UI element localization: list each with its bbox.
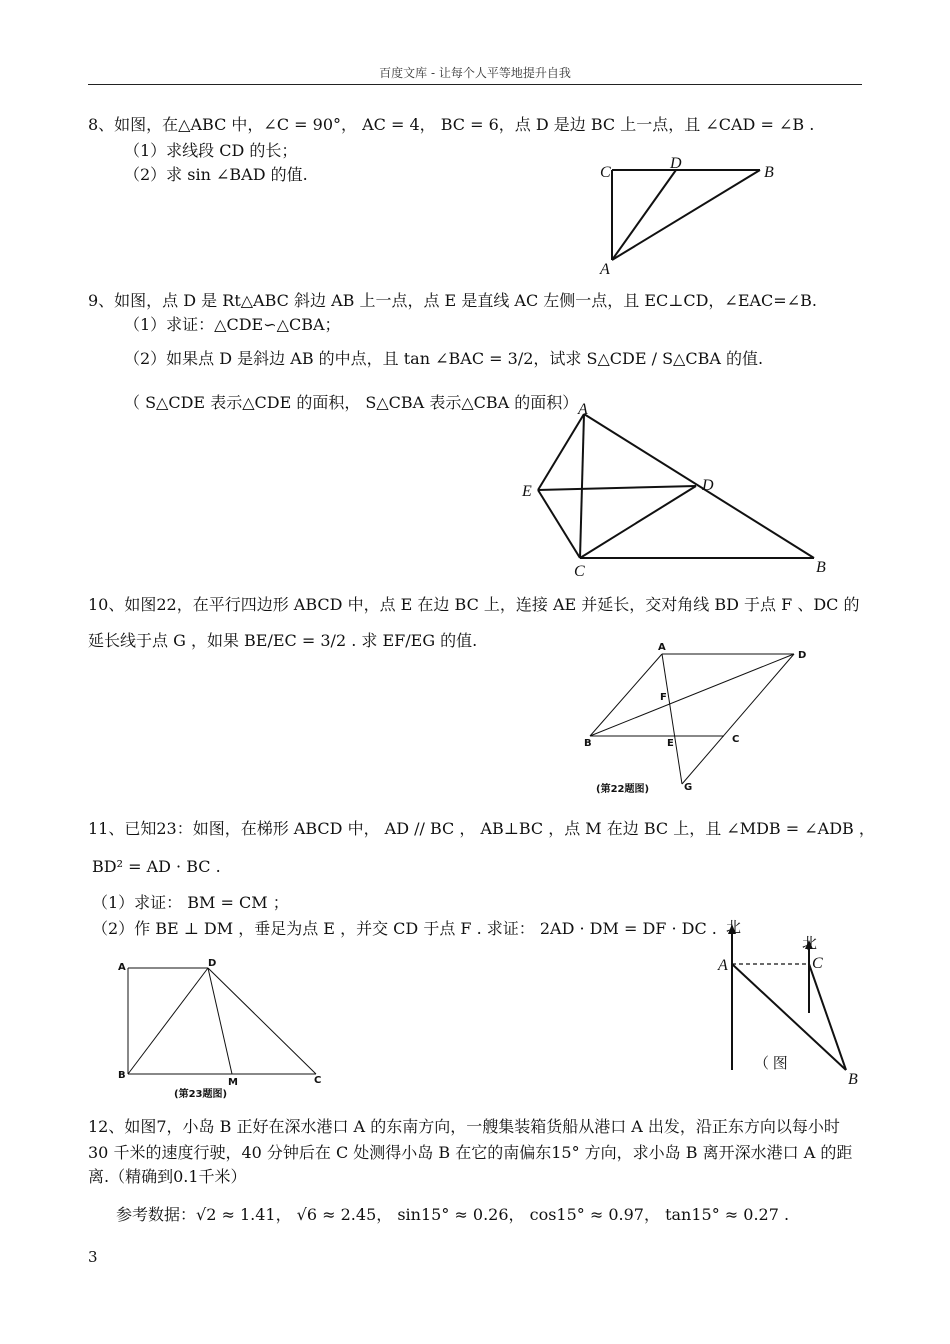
- q12-north-label-c: 北: [802, 936, 818, 952]
- q8-stem: 8、如图，在△ABC 中，∠C = 90°， AC = 4， BC = 6，点 D 是边 BC 上一点，且 ∠CAD = ∠B .: [88, 115, 815, 134]
- q10-label-a: A: [658, 642, 666, 653]
- q10-figure: [576, 638, 816, 798]
- q12-stem-3: 离.（精确到0.1千米）: [88, 1167, 247, 1186]
- q12-label-c: C: [812, 955, 823, 972]
- q11-figure: [112, 954, 332, 1104]
- header-rule: [88, 84, 862, 85]
- q9-label-c: C: [574, 563, 585, 580]
- q11-label-c: C: [314, 1075, 322, 1086]
- q11-stem: 11、已知23：如图，在梯形 ABCD 中， AD // BC ， AB⊥BC ，点 M 在边 BC 上，且 ∠MDB = ∠ADB ，: [88, 819, 875, 838]
- q8-label-d: D: [670, 155, 682, 172]
- q8-label-a: A: [600, 261, 610, 278]
- q12-figure-caption: （ 图: [754, 1056, 788, 1072]
- q10-stem: 10、如图22，在平行四边形 ABCD 中，点 E 在边 BC 上，连接 AE 并延长，交对角线 BD 于点 F 、DC 的: [88, 595, 860, 614]
- q11-caption: (第23题图): [174, 1089, 228, 1100]
- q12-stem: 12、如图7，小岛 B 正好在深水港口 A 的东南方向，一艘集装箱货船从港口 A 出发，沿正东方向以每小时: [88, 1117, 840, 1136]
- q9-part-2: （2）如果点 D 是斜边 AB 的中点，且 tan ∠BAC = 3/2，试求 S△CDE / S△CBA 的值.: [124, 349, 764, 368]
- q10-label-f: F: [660, 692, 667, 703]
- q12-north-label-a: 北: [726, 920, 742, 936]
- q10-label-d: D: [798, 650, 807, 661]
- q12-stem-2: 30 千米的速度行驶，40 分钟后在 C 处测得小岛 B 在它的南偏东15° 方向，求小岛 B 离开深水港口 A 的距: [88, 1143, 853, 1162]
- q11-label-b: B: [118, 1070, 126, 1081]
- q11-part-1: （1）求证： BM = CM ；: [92, 893, 289, 912]
- q8-label-b: B: [764, 164, 774, 181]
- q9-note: （ S△CDE 表示△CDE 的面积， S△CBA 表示△CBA 的面积）: [124, 393, 579, 412]
- q10-label-b: B: [584, 738, 592, 749]
- q9-label-d: D: [702, 477, 714, 494]
- q12-label-a: A: [718, 957, 728, 974]
- q9-label-e: E: [522, 483, 532, 500]
- q12-reference-data: 参考数据：√2 ≈ 1.41， √6 ≈ 2.45， sin15° ≈ 0.26， cos15° ≈ 0.97， tan15° ≈ 0.27 .: [116, 1205, 790, 1224]
- q12-figure: [708, 916, 878, 1092]
- q11-part-2: （2）作 BE ⊥ DM ，垂足为点 E ，并交 CD 于点 F . 求证： 2AD · DM = DF · DC .: [92, 919, 717, 938]
- q9-label-a: A: [578, 401, 588, 418]
- q8-figure: [590, 150, 790, 280]
- q8-part-1: （1）求线段 CD 的长；: [124, 141, 298, 160]
- q10-caption: (第22题图): [596, 784, 650, 795]
- q9-figure: [510, 400, 840, 580]
- q11-stem-2: BD² = AD · BC .: [92, 857, 221, 876]
- q10-label-c: C: [732, 734, 740, 745]
- q12-label-b: B: [848, 1071, 858, 1088]
- q10-label-e: E: [667, 738, 674, 749]
- q9-label-b: B: [816, 559, 826, 576]
- q9-part-1: （1）求证：△CDE∽△CBA；: [124, 315, 341, 334]
- q11-label-d: D: [208, 958, 217, 969]
- q8-label-c: C: [600, 164, 611, 181]
- q11-label-a: A: [118, 962, 126, 973]
- q11-label-m: M: [228, 1077, 238, 1088]
- q8-part-2: （2）求 sin ∠BAD 的值.: [124, 165, 308, 184]
- page-header: 百度文库 - 让每个人平等地提升自我: [379, 66, 571, 80]
- q10-label-g: G: [684, 782, 693, 793]
- q10-stem-2: 延长线于点 G ，如果 BE/EC = 3/2 . 求 EF/EG 的值.: [88, 631, 478, 650]
- page-number: 3: [88, 1248, 98, 1266]
- q9-stem: 9、如图，点 D 是 Rt△ABC 斜边 AB 上一点，点 E 是直线 AC 左侧一点，且 EC⊥CD，∠EAC=∠B.: [88, 291, 817, 310]
